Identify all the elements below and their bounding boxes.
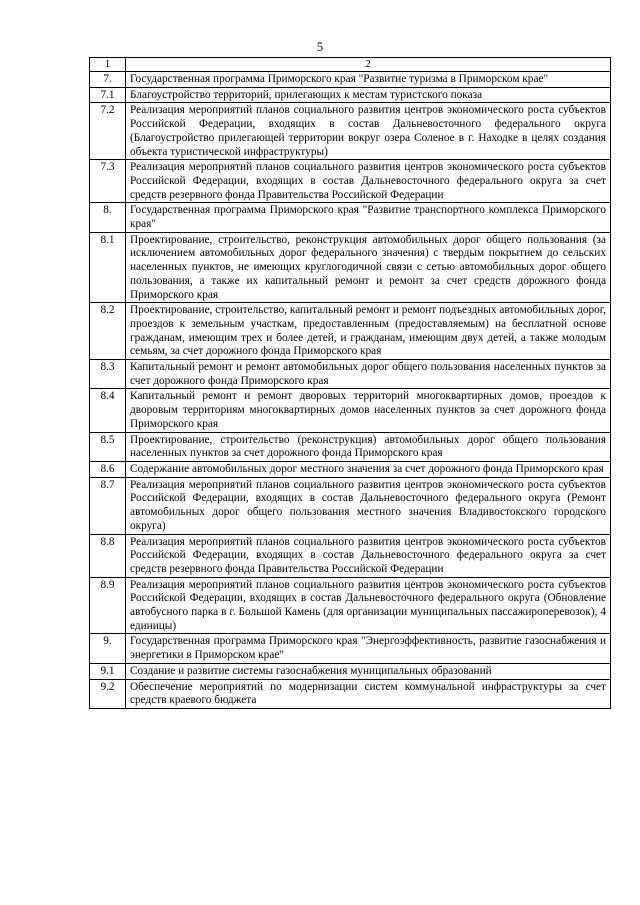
- table-row: [90, 634, 611, 663]
- row-text: Реализация мероприятий планов социального развития центров экономического роста субъектов Российской Федерации, входящих в состав Дальневосточного федерального округа (Благоустройство прилегающей территории вокруг озера Соленое в г. Находке в целях создания объекта туристической инфраструктуры): [126, 103, 611, 160]
- row-text: Реализация мероприятий планов социального развития центров экономического роста субъектов Российской Федерации, входящих в состав Дальневосточного федерального округа (Обновление автобусного парка в г. Большой Камень (для организации муниципальных пассажироперевозок), 4 единицы): [126, 577, 611, 634]
- table-row: [90, 534, 611, 577]
- table-row: [90, 477, 611, 534]
- table-row: [90, 461, 611, 477]
- table-header-row: [90, 58, 611, 72]
- row-text: Государственная программа Приморского края "Развитие туризма в Приморском крае": [126, 72, 611, 88]
- row-text: Реализация мероприятий планов социального развития центров экономического роста субъектов Российской Федерации, входящих в состав Дальневосточного федерального округа (Ремонт автомобильных дорог общего пользования местного значения Владивостокского городского округа): [126, 477, 611, 534]
- row-number: 8.4: [90, 389, 126, 432]
- row-text: Проектирование, строительство, реконструкция автомобильных дорог общего пользования (за исключением автомобильных дорог федерального значения) с твердым покрытием до сельских населенных пунктов, не имеющих круглогодичной связи с сетью автомобильных дорог общего пользования, а также их капитальный ремонт и ремонт за счет средств дорожного фонда Приморского края: [126, 232, 611, 303]
- row-number: 9.2: [90, 679, 126, 708]
- row-text: Проектирование, строительство, капитальный ремонт и ремонт подъездных автомобильных дорог, проездов к земельным участкам, предоставленным (предоставляемым) на бесплатной основе гражданам, имеющим трех и более детей, и гражданам, имеющим двух детей, а также молодым семьям, за счет дорожного фонда Приморского края: [126, 303, 611, 360]
- row-number: 8.5: [90, 432, 126, 461]
- table-row: [90, 389, 611, 432]
- table-row: [90, 360, 611, 389]
- row-text: Реализация мероприятий планов социального развития центров экономического роста субъектов Российской Федерации, входящих в состав Дальневосточного федерального округа за счет средств резервного фонда Правительства Российской Федерации: [126, 534, 611, 577]
- table-row: [90, 72, 611, 88]
- row-number: 7.3: [90, 160, 126, 203]
- header-col-2: 2: [126, 58, 611, 72]
- row-text: Государственная программа Приморского края "Развитие транспортного комплекса Приморского края": [126, 203, 611, 232]
- row-text: Проектирование, строительство (реконструкция) автомобильных дорог общего пользования населенных пунктов за счет дорожного фонда Приморского края: [126, 432, 611, 461]
- row-number: 7.: [90, 72, 126, 88]
- table-row: [90, 232, 611, 303]
- table-row: [90, 432, 611, 461]
- row-number: 9.: [90, 634, 126, 663]
- table-row: [90, 663, 611, 679]
- row-text: Содержание автомобильных дорог местного значения за счет дорожного фонда Приморского края: [126, 461, 611, 477]
- row-text: Капитальный ремонт и ремонт автомобильных дорог общего пользования населенных пунктов за счет дорожного фонда Приморского края: [126, 360, 611, 389]
- row-number: 7.1: [90, 87, 126, 103]
- row-text: Обеспечение мероприятий по модернизации систем коммунальной инфраструктуры за счет средств краевого бюджета: [126, 679, 611, 708]
- table-row: [90, 87, 611, 103]
- table-row: [90, 103, 611, 160]
- page-number: 5: [316, 39, 324, 54]
- row-number: 8.2: [90, 303, 126, 360]
- row-number: 9.1: [90, 663, 126, 679]
- table-row: [90, 203, 611, 232]
- program-table: [89, 57, 611, 709]
- row-text: Государственная программа Приморского края "Энергоэффективность, развитие газоснабжения и энергетики в Приморском крае": [126, 634, 611, 663]
- header-col-1: 1: [90, 58, 126, 72]
- row-number: 8.6: [90, 461, 126, 477]
- table-row: [90, 577, 611, 634]
- row-number: 8.: [90, 203, 126, 232]
- table-row: [90, 303, 611, 360]
- table-row: [90, 160, 611, 203]
- row-number: 8.1: [90, 232, 126, 303]
- row-text: Капитальный ремонт и ремонт дворовых территорий многоквартирных домов, проездов к дворовым территориям многоквартирных домов населенных пунктов за счет дорожного фонда Приморского края: [126, 389, 611, 432]
- row-text: Благоустройство территорий, прилегающих к местам туристского показа: [126, 87, 611, 103]
- row-text: Создание и развитие системы газоснабжения муниципальных образований: [126, 663, 611, 679]
- row-text: Реализация мероприятий планов социального развития центров экономического роста субъектов Российской Федерации, входящих в состав Дальневосточного федерального округа за счет средств резервного фонда Правительства Российской Федерации: [126, 160, 611, 203]
- row-number: 8.3: [90, 360, 126, 389]
- row-number: 7.2: [90, 103, 126, 160]
- row-number: 8.8: [90, 534, 126, 577]
- table-row: [90, 679, 611, 708]
- row-number: 8.7: [90, 477, 126, 534]
- row-number: 8.9: [90, 577, 126, 634]
